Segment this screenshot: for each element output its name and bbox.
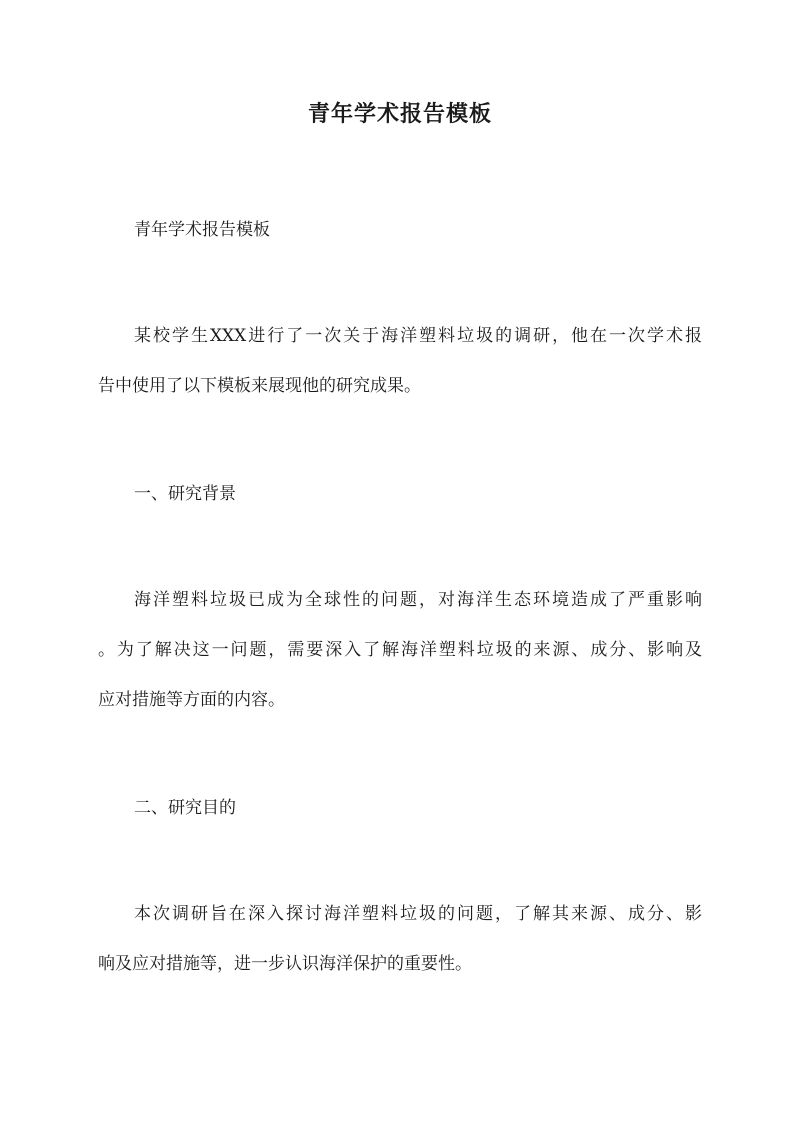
document-title: 青年学术报告模板 <box>307 101 492 127</box>
section-2-heading-block <box>98 783 702 833</box>
section-1-paragraph <box>98 575 702 725</box>
subtitle-line: 青年学术报告模板 <box>134 220 270 240</box>
intro-line-1: 某校学生XXX进行了一次关于海洋塑料垃圾的调研，他在一次学术报 <box>134 326 702 346</box>
section-2-heading: 二、研究目的 <box>134 798 236 818</box>
section-2-paragraph <box>98 889 702 989</box>
section-1-line-2: 。为了解决这一问题，需要深入了解海洋塑料垃圾的来源、成分、影响及 <box>98 640 702 660</box>
subtitle-paragraph <box>98 205 702 255</box>
section-1-line-1: 海洋塑料垃圾已成为全球性的问题，对海洋生态环境造成了严重影响 <box>134 590 702 610</box>
section-1-heading: 一、研究背景 <box>134 484 236 504</box>
intro-paragraph <box>98 311 702 411</box>
intro-line-2: 告中使用了以下模板来展现他的研究成果。 <box>98 376 421 396</box>
section-1-heading-block <box>98 469 702 519</box>
section-2-line-2: 响及应对措施等，进一步认识海洋保护的重要性。 <box>98 954 472 974</box>
section-1-line-3: 应对措施等方面的内容。 <box>98 690 285 710</box>
section-2-line-1: 本次调研旨在深入探讨海洋塑料垃圾的问题，了解其来源、成分、影 <box>134 904 702 924</box>
